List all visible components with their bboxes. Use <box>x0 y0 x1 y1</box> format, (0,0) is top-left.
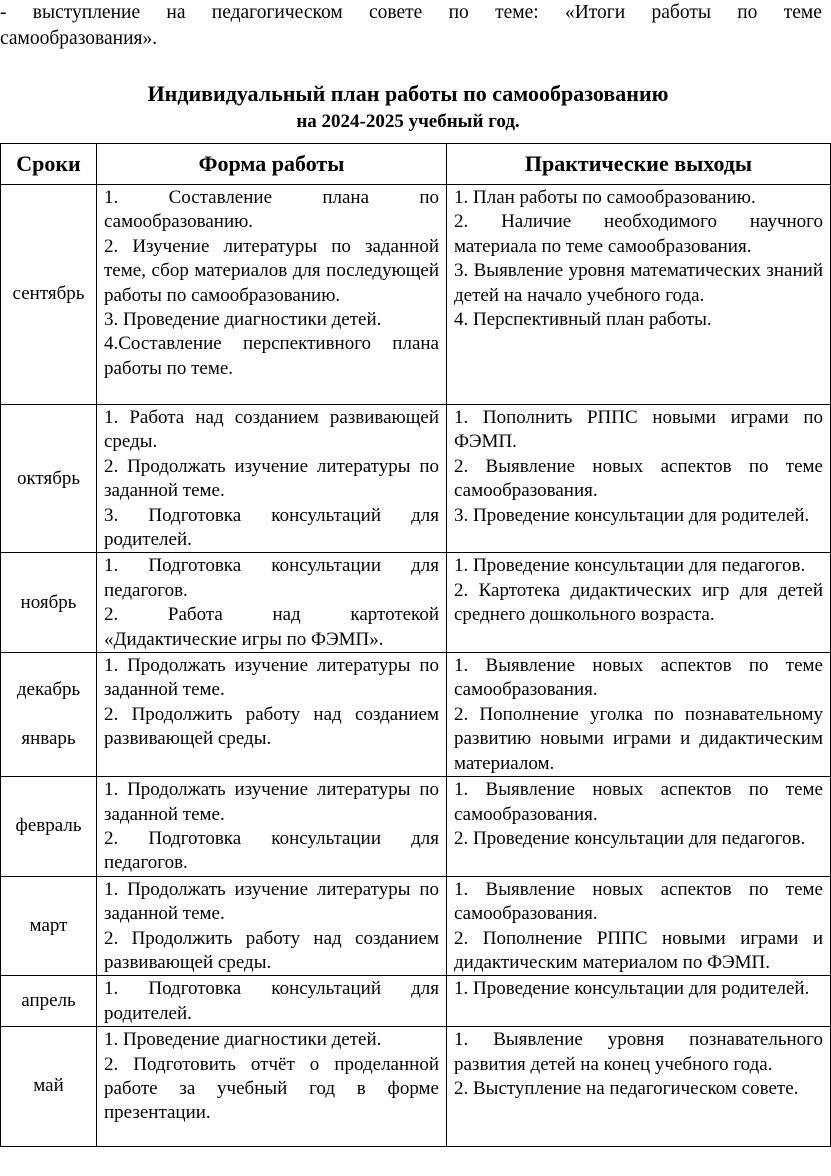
work-item: 3. Подготовка консультаций для родителей. <box>104 504 439 551</box>
work-item: 1. Продолжать изучение литературы по заданной теме. <box>104 779 439 825</box>
plan-table <box>0 143 831 1147</box>
page-subtitle: на 2024-2025 учебный год. <box>296 111 520 132</box>
table-row <box>1 405 831 553</box>
work-cell <box>97 1027 447 1147</box>
work-item: 1. Продолжать изучение литературы по заданной теме. <box>104 878 439 925</box>
output-item: 4. Перспективный план работы. <box>454 309 712 331</box>
output-item: 2. Выступление на педагогическом совете. <box>454 1077 799 1099</box>
work-cell <box>97 553 447 653</box>
work-cell <box>97 976 447 1027</box>
work-item: 1. Проведение диагностики детей. <box>104 1029 382 1051</box>
work-cell <box>97 185 447 405</box>
table-header-row <box>1 144 831 185</box>
month-label: январь <box>21 727 76 749</box>
intro-word: совете <box>368 2 423 23</box>
work-cell <box>97 777 447 877</box>
intro-text <box>0 0 822 52</box>
output-item: 1. Выявление новых аспектов по теме самообразования. <box>454 878 823 925</box>
output-item: 3. Выявление уровня математических знаний детей на начало учебного года. <box>454 260 823 306</box>
column-header-outputs: Практические выходы <box>447 144 831 185</box>
column-header-work-form: Форма работы <box>97 144 447 185</box>
work-item: 3. Проведение диагностики детей. <box>104 309 382 331</box>
month-cell: сентябрь <box>1 185 97 405</box>
output-item: 3. Проведение консультации для родителей. <box>454 504 810 526</box>
work-item: 2. Подготовить отчёт о проделанной работе за учебный год в форме презентации. <box>104 1053 439 1124</box>
intro-word: теме <box>783 2 822 23</box>
intro-word: теме: <box>495 2 539 23</box>
month-cell <box>1 653 97 777</box>
output-item: 2. Проведение консультации для педагогов. <box>454 827 806 849</box>
work-cell <box>97 405 447 553</box>
work-item: 4.Составление перспективного плана работы по теме. <box>104 333 439 379</box>
output-cell <box>447 876 831 976</box>
output-item: 1. Выявление уровня познавательного развития детей на конец учебного года. <box>454 1029 823 1075</box>
output-item: 2. Пополнение РППС новыми играми и дидактическим материалом по ФЭМП. <box>454 927 823 973</box>
table-row <box>1 976 831 1027</box>
month-label: декабрь <box>16 679 81 701</box>
work-cell <box>97 653 447 777</box>
month-cell: февраль <box>1 777 97 877</box>
output-item: 2. Картотека дидактических игр для детей среднего дошкольного возраста. <box>454 579 823 626</box>
output-item: 1. План работы по самообразованию. <box>454 187 756 208</box>
month-cell: ноябрь <box>1 553 97 653</box>
month-cell: апрель <box>1 976 97 1027</box>
output-item: 1. Выявление новых аспектов по теме самообразования. <box>454 779 823 825</box>
month-stack <box>3 678 94 751</box>
work-item: 2. Продолжить работу над созданием развивающей среды. <box>104 703 439 750</box>
work-item: 2. Продолжить работу над созданием развивающей среды. <box>104 927 439 973</box>
intro-line-2: самообразования». <box>0 28 158 49</box>
month-cell: май <box>1 1027 97 1147</box>
intro-word: по <box>737 2 758 23</box>
table-row <box>1 185 831 405</box>
work-item: 1. Подготовка консультации для педагогов. <box>104 555 439 601</box>
output-item: 1. Пополнить РППС новыми играми по ФЭМП. <box>454 407 823 453</box>
output-item: 1. Проведение консультации для родителей. <box>454 978 810 1000</box>
work-item: 2. Изучение литературы по заданной теме, сбор материалов для последующей работы по самообразованию. <box>104 235 439 306</box>
output-cell <box>447 185 831 405</box>
intro-word: по <box>448 2 469 23</box>
output-item: 1. Выявление новых аспектов по теме самообразования. <box>454 655 823 701</box>
table-row <box>1 777 831 877</box>
output-cell <box>447 405 831 553</box>
intro-line-1 <box>0 0 822 26</box>
output-item: 2. Пополнение уголка по познавательному развитию новыми играми и дидактическим материалом. <box>454 703 823 774</box>
page-title: Индивидуальный план работы по самообразованию <box>147 81 669 106</box>
month-cell: октябрь <box>1 405 97 553</box>
table-row <box>1 1027 831 1147</box>
intro-word: «Итоги <box>564 2 626 23</box>
month-cell: март <box>1 876 97 976</box>
output-item: 2. Наличие необходимого научного материала по теме самообразования. <box>454 211 823 257</box>
table-row <box>1 876 831 976</box>
intro-word: выступление <box>32 2 141 23</box>
work-item: 1. Продолжать изучение литературы по заданной теме. <box>104 655 439 701</box>
column-header-period: Сроки <box>1 144 97 185</box>
table-row <box>1 653 831 777</box>
work-item: 1. Работа над созданием развивающей среды. <box>104 407 439 453</box>
output-cell <box>447 976 831 1027</box>
work-item: 2. Продолжать изучение литературы по заданной теме. <box>104 455 439 502</box>
output-cell <box>447 1027 831 1147</box>
work-item: 2. Подготовка консультации для педагогов. <box>104 827 439 874</box>
output-item: 2. Выявление новых аспектов по теме самообразования. <box>454 455 823 502</box>
intro-word: работы <box>651 2 711 23</box>
work-cell <box>97 876 447 976</box>
intro-word: педагогическом <box>211 2 343 23</box>
intro-word: - <box>0 2 7 23</box>
work-item: 1. Составление плана по самообразованию. <box>104 187 439 233</box>
table-row <box>1 553 831 653</box>
output-cell <box>447 653 831 777</box>
output-cell <box>447 777 831 877</box>
output-cell <box>447 553 831 653</box>
intro-word: на <box>166 2 186 23</box>
output-item: 1. Проведение консультации для педагогов. <box>454 555 806 577</box>
work-item: 2. Работа над картотекой «Дидактические игры по ФЭМП». <box>104 604 439 650</box>
work-item: 1. Подготовка консультаций для родителей. <box>104 978 439 1024</box>
